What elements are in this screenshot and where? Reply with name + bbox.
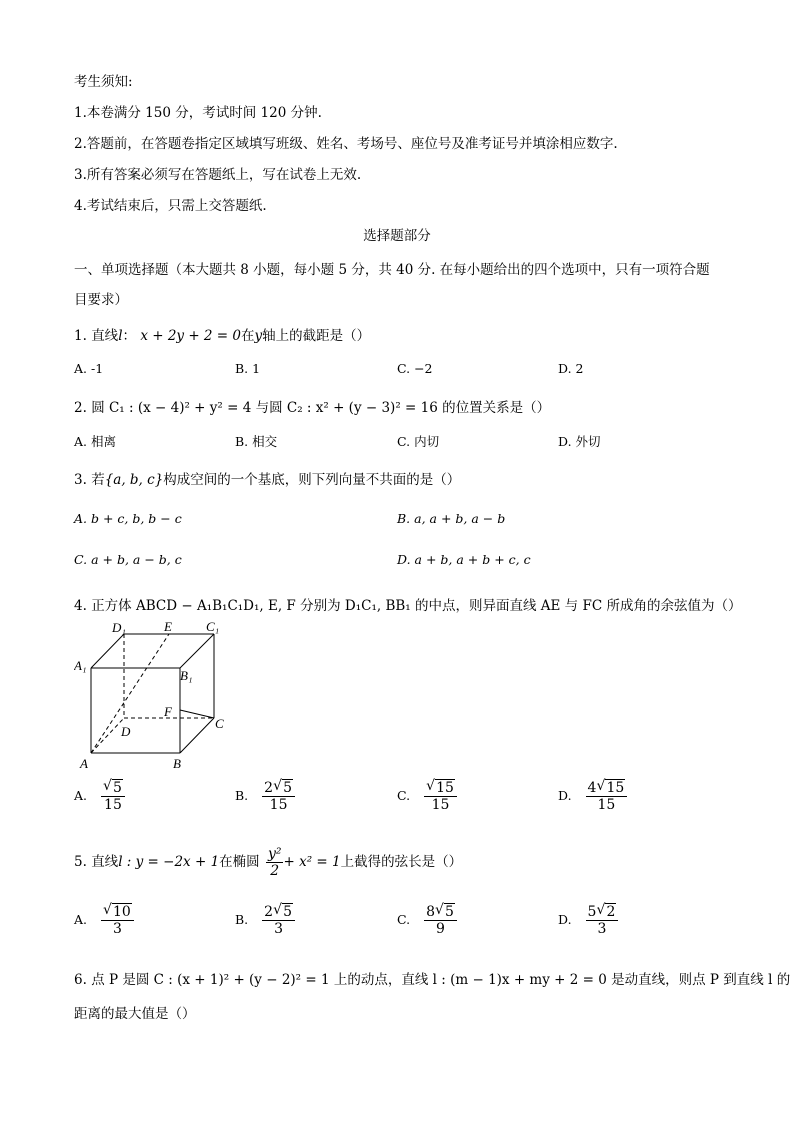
q5-b-den: 3 (274, 921, 284, 937)
q4-d-coef: 4 (587, 780, 597, 796)
q3-option-a: A. b + c, b, b − c (74, 511, 182, 526)
cube-figure (74, 618, 244, 770)
q1-var: l (118, 328, 123, 344)
question-4 (74, 594, 741, 614)
q3-basis-set: {a, b, c} (104, 472, 164, 488)
q4-option-c-fraction (424, 780, 457, 813)
q4-d-rad: 15 (606, 780, 625, 796)
q2-number: 2. (74, 400, 87, 416)
question-1 (74, 324, 370, 344)
q4-d-den: 15 (597, 797, 616, 813)
question-6 (74, 968, 790, 988)
q1-option-b: B. 1 (235, 361, 261, 376)
q4-c-den: 15 (431, 797, 450, 813)
notice-header: 考生须知: (74, 74, 133, 90)
notice-item-3: 3.所有答案必须写在答题纸上，写在试卷上无效. (74, 167, 362, 183)
q2-option-a: A. 相离 (74, 434, 116, 449)
q4-option-d (558, 780, 627, 813)
q4-number: 4. (74, 598, 87, 614)
q1-axis: y (254, 328, 263, 344)
q1-equation: x + 2y + 2 = 0 (140, 328, 242, 344)
q5-a-rad: 10 (113, 904, 131, 920)
q4-a-rad: 5 (113, 780, 122, 796)
q4-option-b (235, 780, 295, 813)
q1-number: 1. (74, 328, 87, 344)
q5-ellipse-rest: + x² = 1 (283, 854, 341, 870)
q3-option-b: B. a, a + b, a − b (397, 511, 506, 526)
q5-option-d-letter: D. (558, 912, 572, 927)
q5-equation: l : y = −2x + 1 (118, 854, 220, 870)
section-title: 选择题部分 (363, 228, 431, 244)
q2-option-d: D. 外切 (558, 434, 601, 449)
q4-option-a-fraction (101, 780, 125, 813)
q4-option-b-fraction (262, 780, 295, 813)
q5-c-den: 9 (436, 921, 445, 937)
q5-option-a-fraction (101, 904, 134, 937)
q4-b-rad: 5 (283, 780, 292, 796)
q5-d-rad: 2 (606, 904, 616, 920)
section-instruction-line2: 目要求） (74, 292, 128, 308)
q4-option-a-letter: A. (74, 788, 88, 803)
q4-b-coef: 2 (264, 780, 274, 796)
q5-option-b (235, 904, 295, 937)
q5-option-d-fraction (586, 904, 619, 937)
label-A: A (80, 756, 88, 770)
label-D: D (121, 724, 131, 739)
q5-option-b-fraction (262, 904, 295, 937)
label-C: C (215, 716, 224, 731)
q5-ellipse-num: y² (267, 846, 282, 862)
q5-c-coef: 8 (426, 904, 435, 920)
q5-d-den: 3 (597, 921, 607, 937)
q4-b-den: 15 (269, 797, 288, 813)
notice-item-1: 1.本卷满分 150 分，考试时间 120 分钟. (74, 105, 322, 121)
question-2 (74, 396, 550, 416)
q2-option-c: C. 内切 (397, 434, 440, 449)
q4-option-a (74, 780, 125, 813)
q1-mid: 在 (241, 328, 255, 344)
q1-option-c: C. −2 (397, 361, 433, 376)
q5-pre: 直线 (91, 854, 119, 870)
notice-item-4: 4.考试结束后，只需上交答题纸. (74, 198, 267, 214)
q5-b-rad: 5 (283, 904, 292, 920)
q3-option-d: D. a + b, a + b + c, c (397, 552, 531, 567)
label-A1: A₁ (74, 658, 87, 673)
q4-option-d-fraction (586, 780, 628, 813)
q4-option-c (397, 780, 457, 813)
question-5 (74, 846, 462, 879)
section-instruction-line1: 一、单项选择题（本大题共 8 小题，每小题 5 分，共 40 分. 在每小题给出的四个选项中，只有一项符合题 (74, 262, 710, 278)
q5-option-a-letter: A. (74, 912, 88, 927)
q5-ellipse-fraction (266, 846, 284, 879)
q5-ellipse-den: 2 (270, 863, 280, 879)
label-E: E (164, 619, 172, 634)
q5-post: 上截得的弦长是（） (340, 854, 463, 870)
q2-option-b: B. 相交 (235, 434, 278, 449)
label-B1: B₁ (180, 668, 193, 683)
q5-option-c-fraction (424, 904, 457, 937)
q5-option-c (397, 904, 457, 937)
q3-pre: 若 (91, 472, 105, 488)
question-6-line2: 距离的最大值是（） (74, 1006, 196, 1022)
q5-option-c-letter: C. (397, 912, 411, 927)
q4-a-den: 15 (104, 797, 122, 813)
q6-line1: 点 P 是圆 C : (x + 1)² + (y − 2)² = 1 上的动点，直线 l : (m − 1)x + my + 2 = 0 是动直线，则点 P 到直线 l 的 (91, 972, 791, 988)
q3-option-c: C. a + b, a − b, c (74, 552, 182, 567)
notice-item-2: 2.答题前，在答题卷指定区域填写班级、姓名、考场号、座位号及准考证号并填涂相应数字. (74, 136, 618, 152)
q1-pre: 直线 (91, 328, 119, 344)
q6-number: 6. (74, 972, 87, 988)
q5-d-coef: 5 (587, 904, 597, 920)
q5-c-rad: 5 (445, 904, 454, 920)
q1-option-a: A. -1 (74, 361, 104, 376)
q3-number: 3. (74, 472, 87, 488)
label-C1: C₁ (206, 619, 220, 634)
label-D1: D₁ (112, 620, 126, 635)
question-3 (74, 468, 460, 488)
q3-post: 构成空间的一个基底，则下列向量不共面的是（） (163, 472, 461, 488)
label-F: F (164, 704, 172, 719)
q5-option-a (74, 904, 134, 937)
q5-option-b-letter: B. (235, 912, 249, 927)
q5-a-den: 3 (112, 921, 122, 937)
q2-text: 圆 C₁ : (x − 4)² + y² = 4 与圆 C₂ : x² + (y − 3)² = 16 的位置关系是（） (91, 400, 551, 416)
q5-b-coef: 2 (264, 904, 274, 920)
q5-number: 5. (74, 854, 87, 870)
q4-text: 正方体 ABCD − A₁B₁C₁D₁, E, F 分别为 D₁C₁, BB₁ 的中点，则异面直线 AE 与 FC 所成角的余弦值为（） (91, 598, 742, 614)
q5-option-d (558, 904, 618, 937)
q4-option-d-letter: D. (558, 788, 572, 803)
q4-option-b-letter: B. (235, 788, 249, 803)
q5-mid: 在椭圆 (219, 854, 260, 870)
q1-post: 轴上的截距是（） (262, 328, 371, 344)
q1-colon: ： (122, 328, 137, 344)
q1-option-d: D. 2 (558, 361, 584, 376)
q4-c-rad: 15 (436, 780, 454, 796)
q4-option-c-letter: C. (397, 788, 411, 803)
label-B: B (173, 756, 181, 770)
